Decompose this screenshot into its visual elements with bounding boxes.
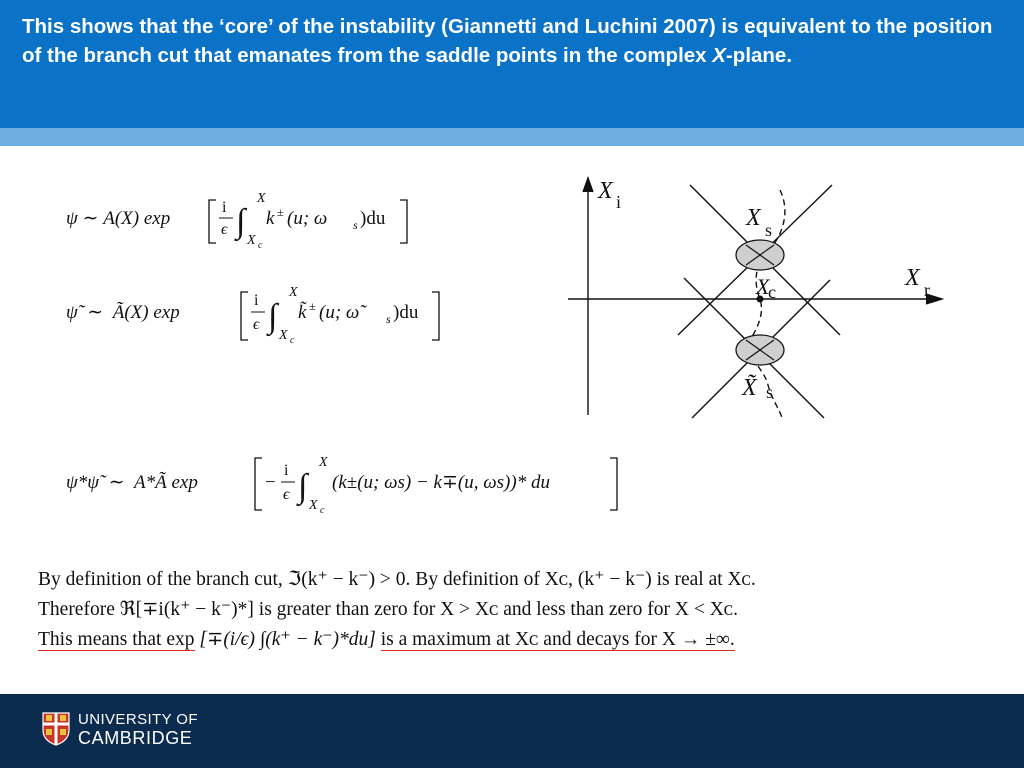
svg-text:X: X [247, 233, 256, 248]
svg-text:X̃: X̃ [742, 375, 757, 401]
explanation-paragraph [38, 565, 988, 655]
explanation-line-3-end: is a maximum at Xᴄ and decays for X → ±∞. [380, 629, 735, 650]
equation-psi-formula [66, 188, 426, 251]
svg-text:X: X [309, 498, 318, 513]
explanation-line-1: By definition of the branch cut, ℑ(k⁺ − k⁻) > 0. By definition of Xᴄ, (k⁺ − k⁻) is real at Xᴄ. [38, 569, 756, 590]
svg-text:±: ± [277, 205, 284, 219]
title-bar [0, 0, 1024, 128]
svg-text:)du: )du [393, 302, 419, 323]
svg-text:ϵ: ϵ [283, 486, 290, 503]
svg-text:c: c [320, 505, 325, 516]
svg-text:k̃: k̃ [298, 302, 307, 323]
cambridge-logo [42, 711, 198, 747]
svg-text:(u; ω: (u; ω [287, 208, 328, 229]
svg-text:ϵ: ϵ [253, 316, 260, 333]
footer-bar [0, 694, 1024, 768]
explanation-line-3-formula: [∓(i/ϵ) ∫(k⁺ − k⁻)*du] [199, 629, 376, 650]
svg-text:X: X [279, 328, 288, 343]
svg-text:ψ ∼ A(X) exp: ψ ∼ A(X) exp [66, 208, 171, 229]
imaginary-axis-arrow [583, 178, 593, 192]
svg-text:ψ*ψ̃ ∼ A*Ã exp: ψ*ψ̃ ∼ A*Ã exp [66, 472, 198, 493]
svg-text:r: r [924, 280, 930, 300]
svg-text:ϵ: ϵ [221, 221, 228, 238]
logo-line-1: UNIVERSITY OF [78, 711, 198, 728]
svg-text:−: − [265, 472, 276, 493]
svg-text:ψ̃ ∼ Ã(X) exp: ψ̃ ∼ Ã(X) exp [66, 302, 180, 323]
svg-text:(u; ω̃: (u; ω̃ [319, 302, 360, 323]
svg-text:)du: )du [360, 208, 386, 229]
svg-text:i: i [222, 199, 227, 216]
svg-text:i: i [616, 192, 622, 212]
svg-text:∫: ∫ [298, 468, 308, 505]
svg-text:s: s [386, 312, 391, 326]
svg-text:i: i [254, 292, 259, 309]
cambridge-wordmark [78, 711, 198, 747]
svg-text:s: s [766, 382, 774, 402]
equation-psi [66, 188, 426, 254]
svg-text:s: s [353, 218, 358, 232]
svg-text:X: X [257, 191, 266, 206]
svg-text:∫: ∫ [268, 298, 278, 335]
cambridge-crest-icon [42, 712, 70, 746]
equation-psi-tilde-formula [66, 280, 446, 344]
complex-plane-svg [560, 170, 960, 425]
svg-text:c: c [768, 282, 776, 302]
slide-title: This shows that the ‘core’ of the instability (Giannetti and Luchini 2007) is equivalent to the position of the branch cut that emanates from the saddle points in the complex X-plane. [22, 15, 993, 67]
explanation-line-3 [38, 625, 988, 655]
svg-text:∫: ∫ [236, 203, 246, 240]
explanation-line-3-start: This means that exp [38, 629, 195, 650]
title-stripe [0, 128, 1024, 146]
equation-psi-tilde [66, 280, 446, 350]
equation-product-formula [66, 450, 626, 514]
svg-text:X: X [905, 265, 920, 291]
svg-text:±: ± [309, 299, 316, 313]
svg-text:i: i [284, 462, 289, 479]
svg-text:c: c [258, 240, 263, 251]
equation-product [66, 450, 626, 520]
complex-plane-diagram [560, 170, 960, 425]
svg-text:k: k [266, 208, 275, 229]
svg-text:X: X [598, 178, 613, 204]
explanation-line-2: Therefore ℜ[∓i(k⁺ − k⁻)*] is greater than zero for X > Xᴄ and less than zero for X < Xᴄ. [38, 599, 739, 620]
svg-text:(k±(u; ωs) − k∓(u, ωs))* du: (k±(u; ωs) − k∓(u, ωs))* du [332, 472, 550, 493]
svg-text:X: X [319, 455, 328, 470]
svg-text:X: X [756, 274, 770, 299]
svg-text:X: X [746, 205, 761, 231]
svg-text:c: c [290, 335, 295, 346]
logo-line-2: CAMBRIDGE [78, 728, 193, 748]
svg-text:s: s [765, 220, 773, 240]
svg-text:X: X [289, 285, 298, 300]
